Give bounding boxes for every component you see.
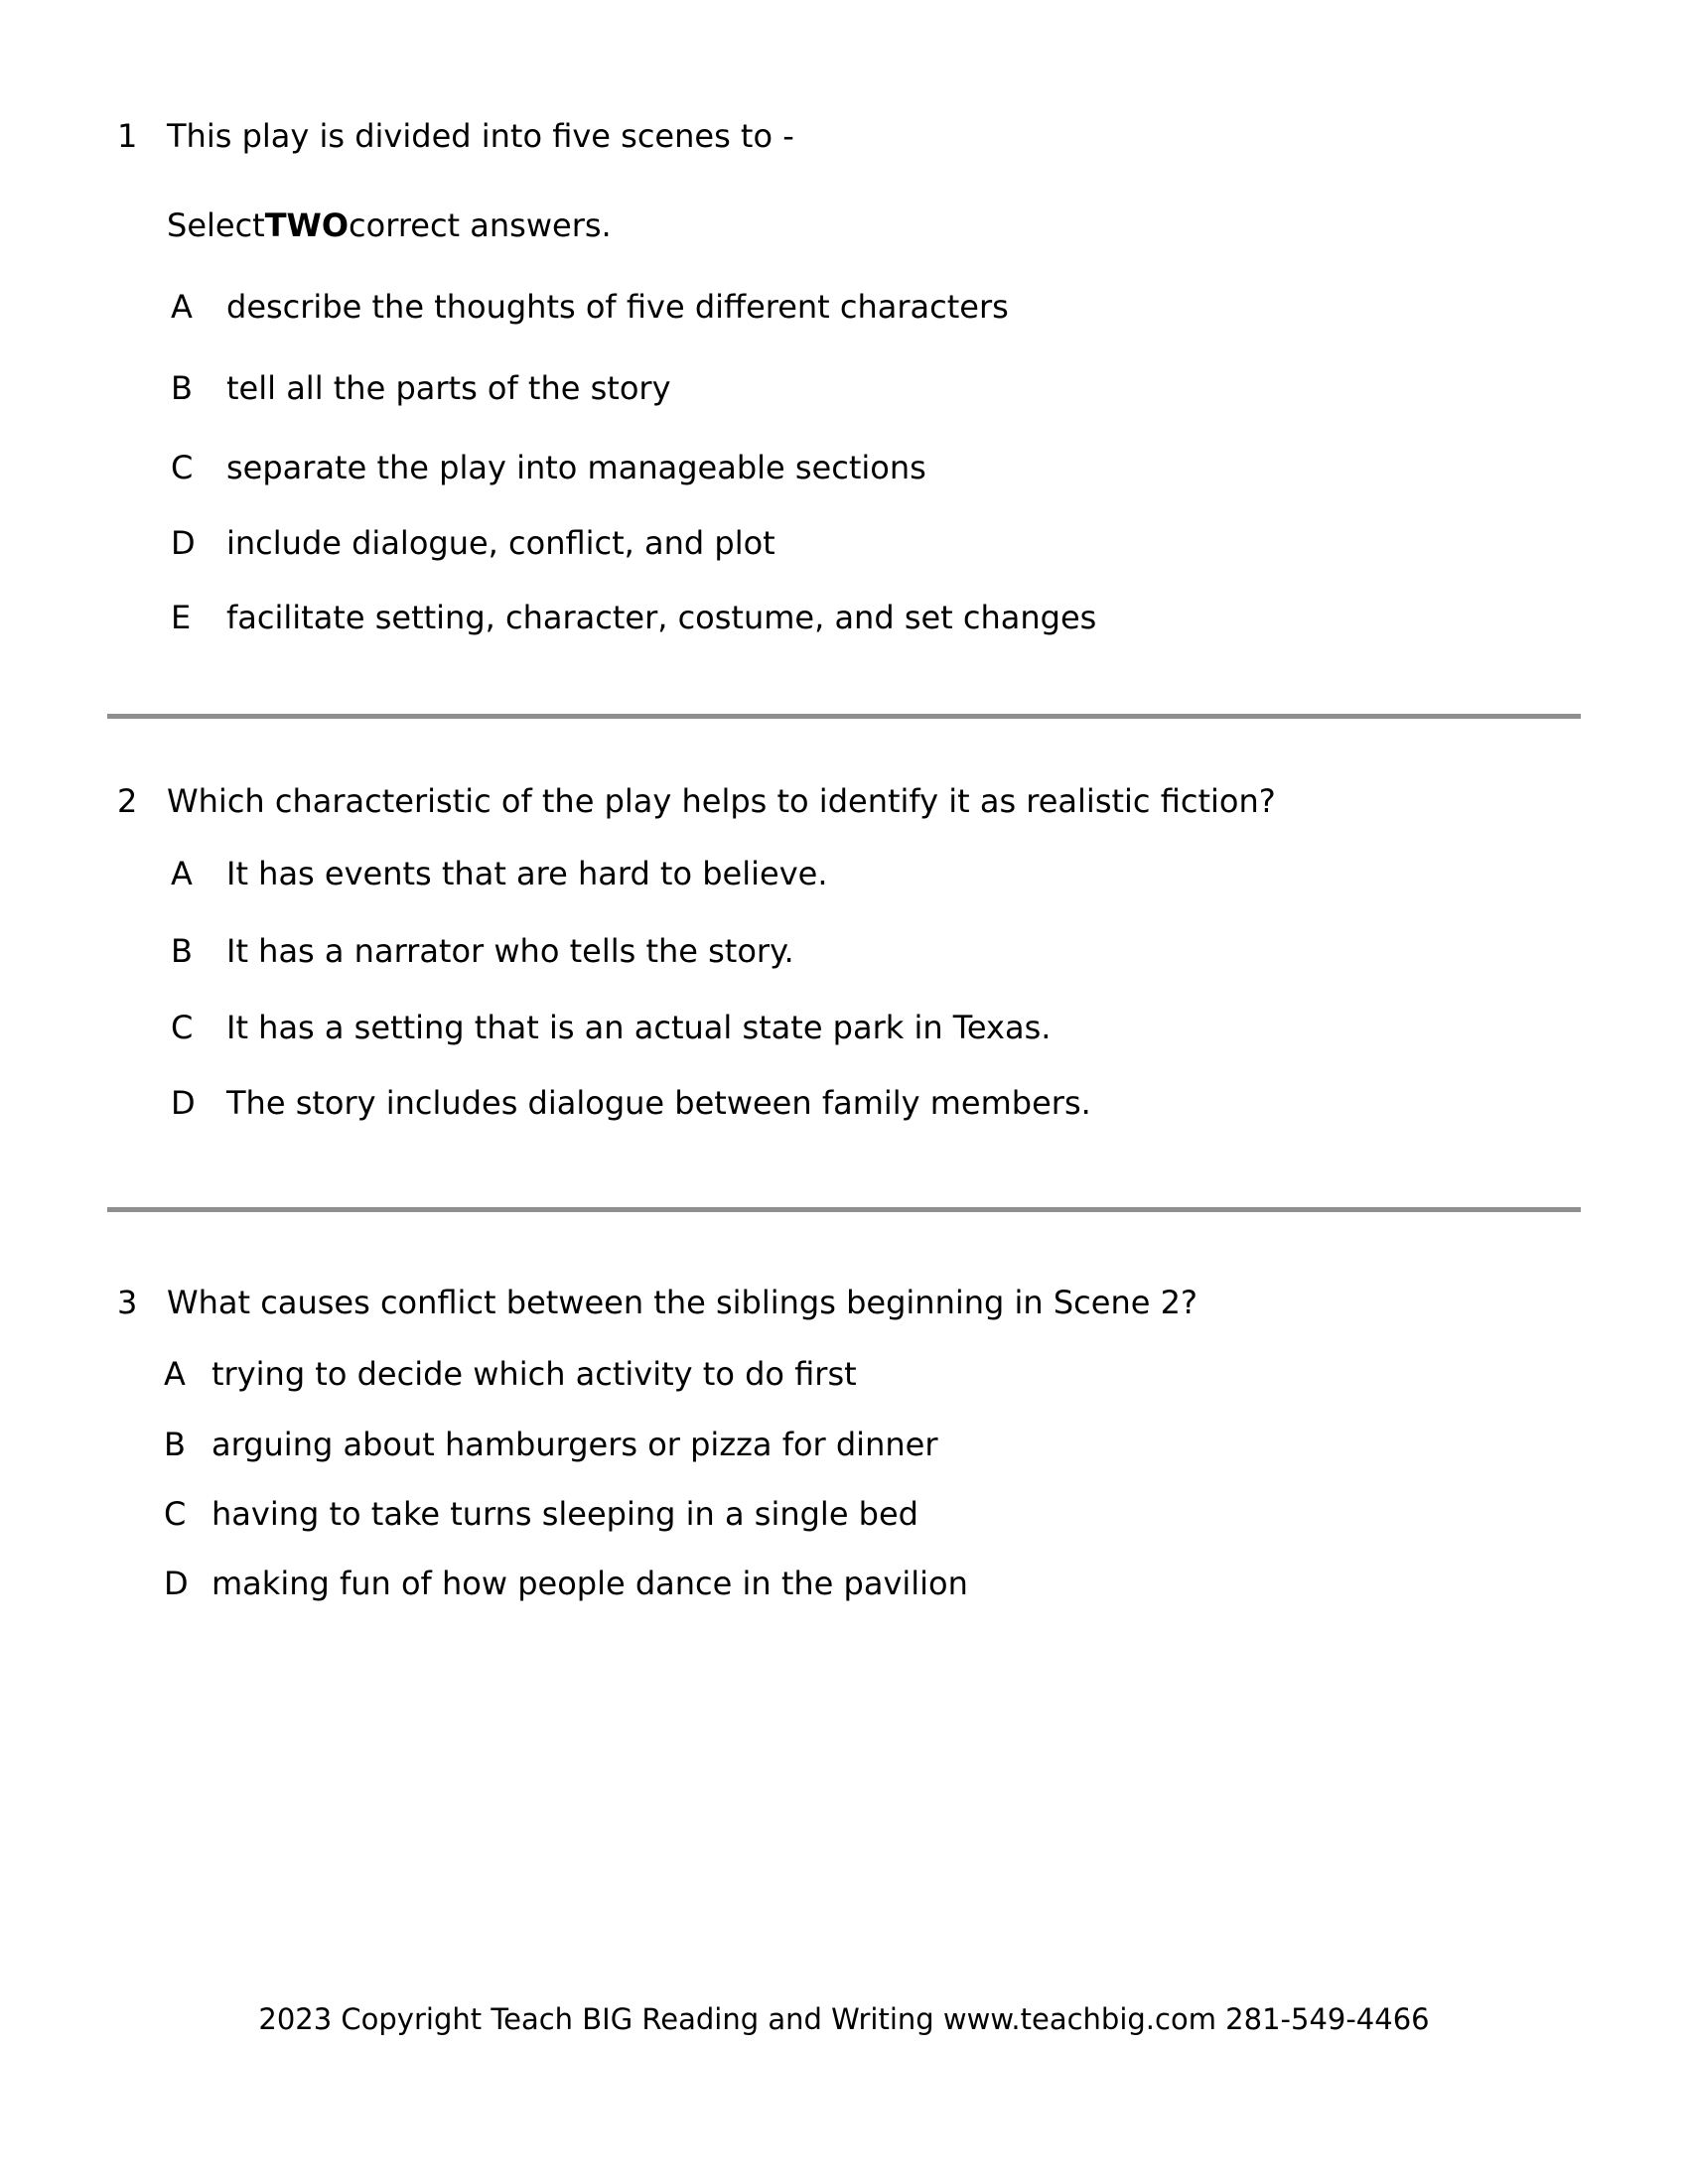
question-number: 2 <box>117 782 138 820</box>
option-letter: B <box>171 369 193 407</box>
option-row-b <box>164 1426 937 1463</box>
option-row-a <box>171 288 1009 326</box>
option-text: The story includes dialogue between family members. <box>226 1084 1091 1122</box>
option-letter: C <box>171 449 194 486</box>
option-row-b <box>171 932 794 970</box>
option-letter: D <box>164 1565 189 1602</box>
question-row <box>117 782 1276 820</box>
option-letter: B <box>171 932 193 970</box>
question-row <box>117 117 794 155</box>
option-text: It has a setting that is an actual state park in Texas. <box>226 1009 1052 1046</box>
option-text: separate the play into manageable sections <box>226 449 926 486</box>
question-number: 1 <box>117 117 138 155</box>
option-text: having to take turns sleeping in a single bed <box>211 1495 918 1533</box>
option-letter: D <box>171 1084 196 1122</box>
option-row-d <box>171 1084 1091 1122</box>
option-text: tell all the parts of the story <box>226 369 671 407</box>
option-row-c <box>171 1009 1051 1046</box>
option-row-c <box>164 1495 918 1533</box>
option-row-d <box>164 1565 968 1602</box>
section-divider <box>107 714 1581 719</box>
option-letter: C <box>171 1009 194 1046</box>
option-row-c <box>171 449 926 486</box>
question-text: Which characteristic of the play helps to identify it as realistic fiction? <box>167 782 1276 820</box>
option-text: include dialogue, conflict, and plot <box>226 524 775 562</box>
question-text: This play is divided into five scenes to - <box>167 117 794 155</box>
question-row <box>117 1284 1197 1321</box>
option-text: trying to decide which activity to do first <box>211 1355 857 1393</box>
option-row-d <box>171 524 775 562</box>
option-letter: C <box>164 1495 187 1533</box>
select-instruction <box>167 206 612 244</box>
page-footer: 2023 Copyright Teach BIG Reading and Writing www.teachbig.com 281-549-4466 <box>258 2002 1430 2036</box>
question-number: 3 <box>117 1284 138 1321</box>
option-letter: A <box>171 288 193 326</box>
option-letter: E <box>171 599 192 636</box>
option-letter: D <box>171 524 196 562</box>
option-letter: A <box>171 855 193 892</box>
option-text: facilitate setting, character, costume, and set changes <box>226 599 1097 636</box>
option-row-a <box>171 855 827 892</box>
option-text: describe the thoughts of five different characters <box>226 288 1009 326</box>
option-row-b <box>171 369 671 407</box>
select-instruction-prefix: Select <box>167 206 265 244</box>
section-divider <box>107 1207 1581 1212</box>
option-text: arguing about hamburgers or pizza for dinner <box>211 1426 938 1463</box>
option-row-e <box>171 599 1096 636</box>
option-text: making fun of how people dance in the pavilion <box>211 1565 968 1602</box>
option-text: It has a narrator who tells the story. <box>226 932 794 970</box>
option-letter: A <box>164 1355 186 1393</box>
option-row-a <box>164 1355 857 1393</box>
select-instruction-suffix: correct answers. <box>349 206 612 244</box>
option-letter: B <box>164 1426 186 1463</box>
select-count-bold: TWO <box>264 206 350 244</box>
question-text: What causes conflict between the siblings beginning in Scene 2? <box>167 1284 1197 1321</box>
option-text: It has events that are hard to believe. <box>226 855 828 892</box>
